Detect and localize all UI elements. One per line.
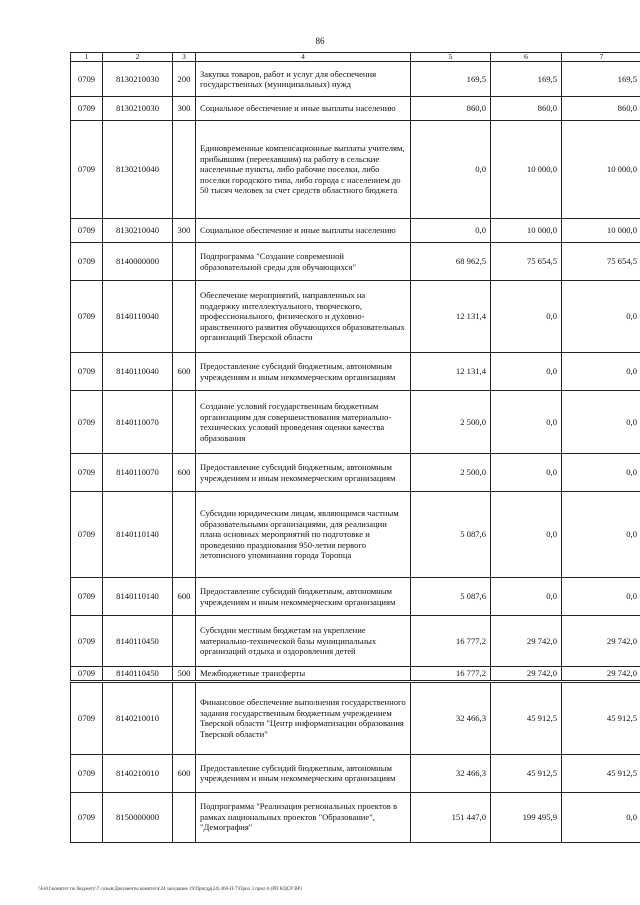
table-row bbox=[71, 578, 640, 616]
amount-column-6: 10 000,0 bbox=[491, 219, 562, 243]
column-header-1: 1 bbox=[71, 53, 103, 62]
amount-column-5: 12 131,4 bbox=[411, 353, 491, 391]
section-code: 0709 bbox=[71, 578, 103, 616]
section-code: 0709 bbox=[71, 391, 103, 454]
amount-column-5: 16 777,2 bbox=[411, 667, 491, 682]
expense-type-code: 200 bbox=[173, 62, 196, 97]
amount-column-5: 12 131,4 bbox=[411, 281, 491, 353]
target-article-code: 8130210030 bbox=[103, 62, 173, 97]
table-row bbox=[71, 353, 640, 391]
expense-type-code: 300 bbox=[173, 219, 196, 243]
item-description: Социальное обеспечение и иные выплаты населению bbox=[196, 97, 411, 121]
document-file-path: \\Fs01\комитет по бюджету\7 созыв\Документы комитета\24 заседание 19\Пригдр(24) 460-П-7\Прил 3 прил 6 (РП КЦСР ВР) bbox=[38, 887, 302, 892]
table-header-row bbox=[71, 53, 640, 62]
target-article-code: 8130210040 bbox=[103, 219, 173, 243]
item-description: Предоставление субсидий бюджетным, автономным учреждениям и иным некоммерческим организациям bbox=[196, 754, 411, 792]
item-description: Финансовое обеспечение выполнения государственного задания государственным бюджетным учреждением Тверской области "Центр информатизации образования Тверской области" bbox=[196, 681, 411, 754]
amount-column-5: 169,5 bbox=[411, 62, 491, 97]
item-description: Создание условий государственным бюджетным организациям для совершенствования материально-технических условий проведения оценки качества образования bbox=[196, 391, 411, 454]
amount-column-5: 151 447,0 bbox=[411, 792, 491, 842]
section-code: 0709 bbox=[71, 219, 103, 243]
target-article-code: 8140210010 bbox=[103, 754, 173, 792]
section-code: 0709 bbox=[71, 121, 103, 219]
amount-column-6: 29 742,0 bbox=[491, 616, 562, 667]
amount-column-7: 0,0 bbox=[562, 353, 640, 391]
item-description: Подпрограмма "Реализация региональных проектов в рамках национальных проектов "Образование", "Демография" bbox=[196, 792, 411, 842]
item-description: Подпрограмма "Создание современной образовательной среды для обучающихся" bbox=[196, 243, 411, 281]
amount-column-5: 5 087,6 bbox=[411, 578, 491, 616]
expense-type-code: 500 bbox=[173, 667, 196, 682]
target-article-code: 8140110450 bbox=[103, 667, 173, 682]
item-description: Обеспечение мероприятий, направленных на поддержку интеллектуального, творческого, профессионального, физического и духовно-нравственного развития обучающихся образовательных организаций Тверской области bbox=[196, 281, 411, 353]
amount-column-6: 29 742,0 bbox=[491, 667, 562, 682]
amount-column-7: 0,0 bbox=[562, 454, 640, 492]
item-description: Межбюджетные трансферты bbox=[196, 667, 411, 682]
expense-type-code bbox=[173, 616, 196, 667]
column-header-4: 4 bbox=[196, 53, 411, 62]
target-article-code: 8130210030 bbox=[103, 97, 173, 121]
section-code: 0709 bbox=[71, 667, 103, 682]
amount-column-6: 199 495,9 bbox=[491, 792, 562, 842]
target-article-code: 8140110450 bbox=[103, 616, 173, 667]
item-description: Субсидии юридическим лицам, являющимся частным образовательными организациями, для реализации плана основных мероприятий по подготовке и проведению празднования 950-летия первого летописного упоминания города Торопца bbox=[196, 492, 411, 578]
amount-column-6: 0,0 bbox=[491, 281, 562, 353]
amount-column-7: 45 912,5 bbox=[562, 681, 640, 754]
amount-column-5: 2 500,0 bbox=[411, 391, 491, 454]
amount-column-5: 32 466,3 bbox=[411, 754, 491, 792]
target-article-code: 8140210010 bbox=[103, 681, 173, 754]
target-article-code: 8140110070 bbox=[103, 454, 173, 492]
section-code: 0709 bbox=[71, 754, 103, 792]
expense-type-code: 600 bbox=[173, 353, 196, 391]
expense-type-code bbox=[173, 681, 196, 754]
target-article-code: 8140110140 bbox=[103, 492, 173, 578]
amount-column-5: 0,0 bbox=[411, 121, 491, 219]
amount-column-6: 169,5 bbox=[491, 62, 562, 97]
amount-column-7: 10 000,0 bbox=[562, 121, 640, 219]
section-code: 0709 bbox=[71, 454, 103, 492]
table-row bbox=[71, 281, 640, 353]
expense-type-code: 600 bbox=[173, 454, 196, 492]
amount-column-7: 0,0 bbox=[562, 391, 640, 454]
amount-column-6: 0,0 bbox=[491, 454, 562, 492]
amount-column-7: 29 742,0 bbox=[562, 667, 640, 682]
expense-type-code bbox=[173, 281, 196, 353]
amount-column-5: 32 466,3 bbox=[411, 681, 491, 754]
amount-column-6: 860,0 bbox=[491, 97, 562, 121]
table-row bbox=[71, 62, 640, 97]
section-code: 0709 bbox=[71, 616, 103, 667]
section-code: 0709 bbox=[71, 792, 103, 842]
table-row bbox=[71, 792, 640, 842]
table-row bbox=[71, 454, 640, 492]
section-code: 0709 bbox=[71, 97, 103, 121]
amount-column-7: 0,0 bbox=[562, 578, 640, 616]
table-row bbox=[71, 616, 640, 667]
column-header-5: 5 bbox=[411, 53, 491, 62]
expense-type-code bbox=[173, 121, 196, 219]
expense-type-code: 300 bbox=[173, 97, 196, 121]
table-row bbox=[71, 121, 640, 219]
table-row bbox=[71, 667, 640, 682]
target-article-code: 8150000000 bbox=[103, 792, 173, 842]
amount-column-7: 10 000,0 bbox=[562, 219, 640, 243]
target-article-code: 8140000000 bbox=[103, 243, 173, 281]
section-code: 0709 bbox=[71, 243, 103, 281]
item-description: Социальное обеспечение и иные выплаты населению bbox=[196, 219, 411, 243]
amount-column-6: 0,0 bbox=[491, 492, 562, 578]
table-row bbox=[71, 492, 640, 578]
amount-column-7: 29 742,0 bbox=[562, 616, 640, 667]
section-code: 0709 bbox=[71, 281, 103, 353]
section-code: 0709 bbox=[71, 681, 103, 754]
target-article-code: 8140110140 bbox=[103, 578, 173, 616]
table-row bbox=[71, 97, 640, 121]
expense-type-code bbox=[173, 243, 196, 281]
table-row bbox=[71, 681, 640, 754]
table-row bbox=[71, 754, 640, 792]
amount-column-5: 5 087,6 bbox=[411, 492, 491, 578]
target-article-code: 8140110070 bbox=[103, 391, 173, 454]
column-header-6: 6 bbox=[491, 53, 562, 62]
amount-column-5: 0,0 bbox=[411, 219, 491, 243]
item-description: Предоставление субсидий бюджетным, автономным учреждениям и иным некоммерческим организациям bbox=[196, 353, 411, 391]
target-article-code: 8140110040 bbox=[103, 281, 173, 353]
section-code: 0709 bbox=[71, 353, 103, 391]
expense-type-code: 600 bbox=[173, 754, 196, 792]
amount-column-7: 0,0 bbox=[562, 281, 640, 353]
amount-column-5: 860,0 bbox=[411, 97, 491, 121]
amount-column-7: 169,5 bbox=[562, 62, 640, 97]
target-article-code: 8130210040 bbox=[103, 121, 173, 219]
amount-column-6: 75 654,5 bbox=[491, 243, 562, 281]
expense-type-code: 600 bbox=[173, 578, 196, 616]
amount-column-7: 0,0 bbox=[562, 492, 640, 578]
item-description: Предоставление субсидий бюджетным, автономным учреждениям и иным некоммерческим организациям bbox=[196, 454, 411, 492]
amount-column-7: 75 654,5 bbox=[562, 243, 640, 281]
amount-column-7: 0,0 bbox=[562, 792, 640, 842]
table-row bbox=[71, 243, 640, 281]
section-code: 0709 bbox=[71, 62, 103, 97]
amount-column-6: 0,0 bbox=[491, 391, 562, 454]
amount-column-6: 45 912,5 bbox=[491, 681, 562, 754]
page-number: 86 bbox=[315, 36, 325, 46]
budget-table bbox=[70, 52, 640, 843]
expense-type-code bbox=[173, 391, 196, 454]
expense-type-code bbox=[173, 492, 196, 578]
item-description: Единовременные компенсационные выплаты учителям, прибывшим (переехавшим) на работу в сельские населенные пункты, либо рабочие поселки, либо поселки городского типа, либо города с населением до 50 тысяч человек за счет средств областного бюджета bbox=[196, 121, 411, 219]
table-row bbox=[71, 219, 640, 243]
item-description: Закупка товаров, работ и услуг для обеспечения государственных (муниципальных) нужд bbox=[196, 62, 411, 97]
item-description: Предоставление субсидий бюджетным, автономным учреждениям и иным некоммерческим организациям bbox=[196, 578, 411, 616]
amount-column-6: 0,0 bbox=[491, 353, 562, 391]
item-description: Субсидии местным бюджетам на укрепление материально-технической базы муниципальных организаций отдыха и оздоровления детей bbox=[196, 616, 411, 667]
amount-column-6: 45 912,5 bbox=[491, 754, 562, 792]
amount-column-6: 10 000,0 bbox=[491, 121, 562, 219]
amount-column-5: 16 777,2 bbox=[411, 616, 491, 667]
amount-column-6: 0,0 bbox=[491, 578, 562, 616]
amount-column-7: 860,0 bbox=[562, 97, 640, 121]
expense-type-code bbox=[173, 792, 196, 842]
column-header-7: 7 bbox=[562, 53, 640, 62]
section-code: 0709 bbox=[71, 492, 103, 578]
amount-column-5: 2 500,0 bbox=[411, 454, 491, 492]
column-header-2: 2 bbox=[103, 53, 173, 62]
table-row bbox=[71, 391, 640, 454]
column-header-3: 3 bbox=[173, 53, 196, 62]
target-article-code: 8140110040 bbox=[103, 353, 173, 391]
amount-column-5: 68 962,5 bbox=[411, 243, 491, 281]
amount-column-7: 45 912,5 bbox=[562, 754, 640, 792]
